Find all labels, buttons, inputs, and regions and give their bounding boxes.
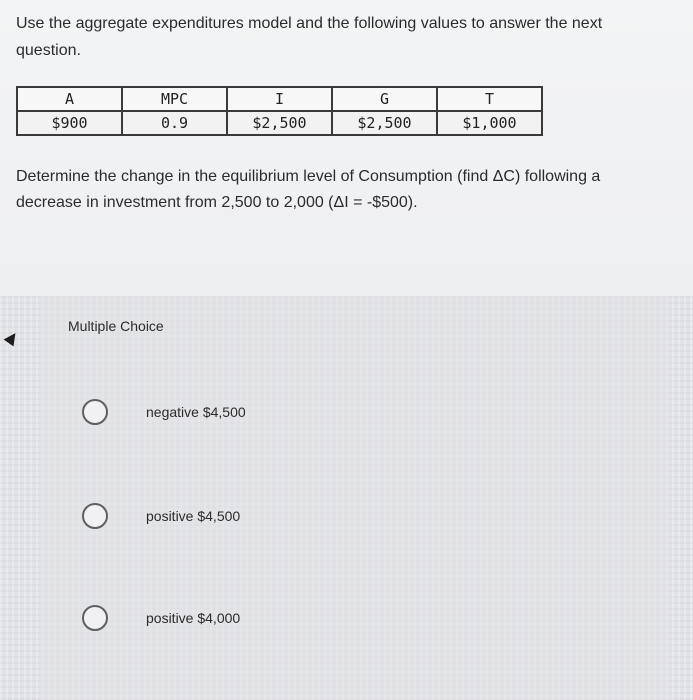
table-cell-a: $900 <box>17 111 122 135</box>
choices-inner <box>40 296 670 700</box>
table-header-g: G <box>332 87 437 111</box>
choice-label: positive $4,500 <box>146 508 241 524</box>
table-cell-mpc: 0.9 <box>122 111 227 135</box>
table-header-i: I <box>227 87 332 111</box>
choice-label: positive $4,000 <box>146 610 241 626</box>
table-header-row <box>17 87 542 111</box>
table-cell-t: $1,000 <box>437 111 542 135</box>
choice-label: negative $4,500 <box>146 404 246 420</box>
table-header-mpc: MPC <box>122 87 227 111</box>
choice-option-2[interactable] <box>82 500 240 532</box>
question-prompt: Determine the change in the equilibrium level of Consumption (find ΔC) following a decrease in investment from 2,500 to 2,000 (ΔI = -$500). <box>16 168 601 211</box>
radio-button[interactable] <box>82 605 108 631</box>
values-table <box>16 86 543 136</box>
table-cell-i: $2,500 <box>227 111 332 135</box>
question-panel <box>0 0 693 296</box>
table-cell-g: $2,500 <box>332 111 437 135</box>
table-header-a: A <box>17 87 122 111</box>
choice-option-3[interactable] <box>82 602 240 634</box>
multiple-choice-heading: Multiple Choice <box>68 318 164 334</box>
table-header-t: T <box>437 87 542 111</box>
choices-panel <box>0 296 693 700</box>
table-row <box>17 111 542 135</box>
choice-option-1[interactable] <box>82 396 246 428</box>
radio-button[interactable] <box>82 503 108 529</box>
radio-button[interactable] <box>82 399 108 425</box>
question-intro: Use the aggregate expenditures model and the following values to answer the next question. <box>16 15 603 59</box>
